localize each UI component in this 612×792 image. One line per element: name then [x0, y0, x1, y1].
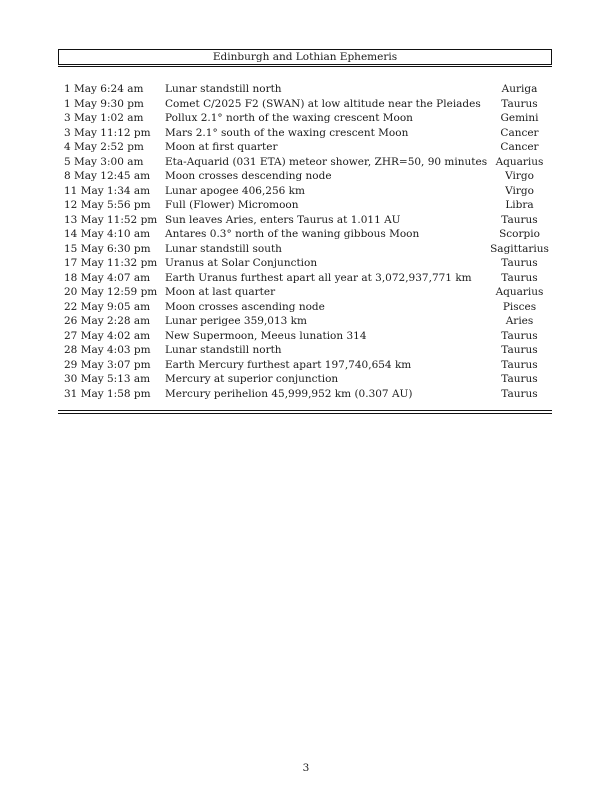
event-row [64, 155, 554, 170]
event-description: Pollux 2.1° north of the waxing crescent Moon [165, 112, 413, 124]
event-constellation: Taurus [501, 257, 538, 269]
event-date: 28 May 4:03 pm [64, 344, 151, 356]
event-description: Moon at first quarter [165, 141, 278, 153]
document-title: Edinburgh and Lothian Ephemeris [212, 51, 398, 63]
event-description: Lunar standstill north [165, 344, 282, 356]
event-description: Moon at last quarter [165, 286, 276, 298]
event-date: 18 May 4:07 am [64, 271, 151, 284]
event-constellation: Scorpio [499, 228, 540, 240]
event-description: Earth Uranus furthest apart all year at 3,072,937,771 km [165, 271, 472, 284]
event-row [64, 343, 554, 358]
event-constellation: Libra [505, 199, 534, 211]
event-date: 5 May 3:00 am [64, 155, 144, 168]
event-date: 13 May 11:52 pm [64, 213, 158, 226]
event-row [64, 387, 554, 402]
event-date: 15 May 6:30 pm [64, 242, 151, 255]
event-row [64, 285, 554, 300]
event-row [64, 97, 554, 112]
event-constellation: Virgo [505, 184, 534, 197]
event-row [64, 140, 554, 155]
event-constellation: Aquarius [495, 155, 544, 168]
event-date: 22 May 9:05 am [64, 300, 151, 313]
event-row [64, 227, 554, 242]
events-table [64, 82, 554, 401]
event-date: 20 May 12:59 pm [64, 286, 158, 298]
event-constellation: Taurus [501, 373, 538, 385]
event-date: 1 May 9:30 pm [64, 97, 144, 110]
event-constellation: Taurus [501, 358, 538, 371]
event-row [64, 213, 554, 228]
event-row [64, 242, 554, 257]
event-constellation: Cancer [500, 141, 539, 153]
event-date: 3 May 1:02 am [64, 112, 144, 124]
event-row [64, 111, 554, 126]
event-date: 31 May 1:58 pm [64, 387, 151, 400]
event-row [64, 198, 554, 213]
event-date: 17 May 11:32 pm [64, 257, 158, 269]
title-box [58, 49, 552, 65]
event-date: 8 May 12:45 am [64, 170, 151, 182]
event-description: Lunar standstill north [165, 83, 282, 95]
table-bottom-rule [58, 410, 552, 411]
event-constellation: Auriga [501, 83, 538, 95]
event-description: Full (Flower) Micromoon [165, 199, 299, 211]
event-description: Lunar apogee 406,256 km [165, 184, 305, 197]
event-description: Sun leaves Aries, enters Taurus at 1.011 AU [165, 213, 401, 226]
event-constellation: Cancer [500, 126, 539, 139]
event-description: Lunar standstill south [165, 242, 282, 255]
event-row [64, 184, 554, 199]
event-description: Moon crosses descending node [165, 170, 332, 182]
event-constellation: Pisces [502, 300, 537, 313]
event-constellation: Taurus [501, 97, 538, 110]
event-row [64, 271, 554, 286]
event-constellation: Virgo [505, 170, 534, 182]
event-date: 12 May 5:56 pm [64, 199, 151, 211]
event-row [64, 82, 554, 97]
event-description: Antares 0.3° north of the waning gibbous Moon [165, 228, 420, 240]
table-bottom-rule-double [58, 413, 552, 414]
event-description: Eta-Aquarid (031 ETA) meteor shower, ZHR=50, 90 minutes [165, 155, 488, 168]
event-date: 27 May 4:02 am [64, 329, 151, 342]
event-constellation: Taurus [501, 344, 538, 356]
event-constellation: Taurus [501, 271, 538, 284]
event-constellation: Aries [505, 315, 534, 327]
event-row [64, 126, 554, 141]
event-row [64, 256, 554, 271]
event-description: Lunar perigee 359,013 km [165, 315, 307, 327]
event-date: 11 May 1:34 am [64, 184, 151, 197]
event-date: 26 May 2:28 am [64, 315, 151, 327]
event-row [64, 329, 554, 344]
event-constellation: Sagittarius [490, 242, 549, 255]
event-constellation: Gemini [500, 112, 539, 124]
event-row [64, 314, 554, 329]
event-description: New Supermoon, Meeus lunation 314 [165, 329, 367, 342]
event-description: Mercury at superior conjunction [165, 373, 339, 385]
event-date: 14 May 4:10 am [64, 228, 151, 240]
event-description: Moon crosses ascending node [165, 300, 325, 313]
event-row [64, 358, 554, 373]
page-number: 3 [302, 762, 310, 774]
event-description: Uranus at Solar Conjunction [165, 257, 318, 269]
event-description: Mars 2.1° south of the waxing crescent Moon [165, 126, 409, 139]
event-date: 30 May 5:13 am [64, 373, 151, 385]
event-constellation: Taurus [501, 213, 538, 226]
event-date: 3 May 11:12 pm [64, 126, 151, 139]
event-row [64, 169, 554, 184]
event-constellation: Taurus [501, 387, 538, 400]
event-constellation: Taurus [501, 329, 538, 342]
event-date: 1 May 6:24 am [64, 83, 144, 95]
event-description: Comet C/2025 F2 (SWAN) at low altitude near the Pleiades [165, 97, 481, 110]
event-date: 29 May 3:07 pm [64, 358, 151, 371]
event-date: 4 May 2:52 pm [64, 141, 144, 153]
event-description: Mercury perihelion 45,999,952 km (0.307 AU) [165, 387, 413, 400]
event-row [64, 300, 554, 315]
event-constellation: Aquarius [495, 286, 544, 298]
event-description: Earth Mercury furthest apart 197,740,654 km [165, 358, 412, 371]
event-row [64, 372, 554, 387]
